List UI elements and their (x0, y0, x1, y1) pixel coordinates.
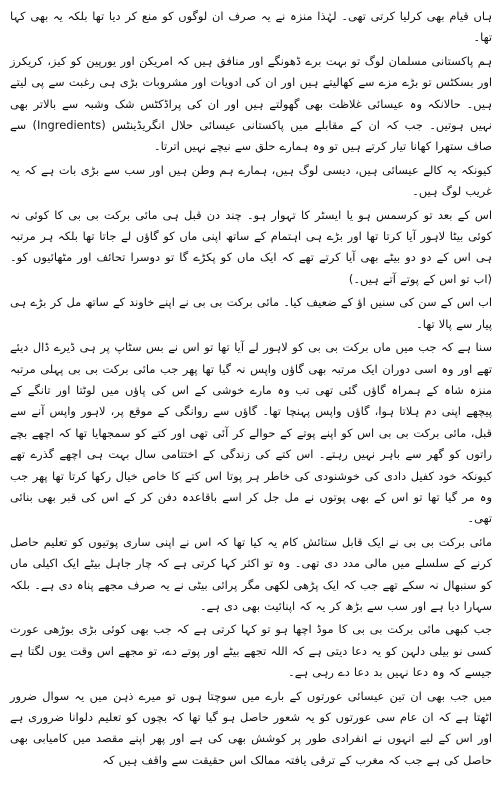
paragraph-7: مائی برکت بی بی نے ایک قابل ستائش کام یہ کیا تھا کہ اس نے اپنی ساری پوتیوں کو تعلیم حاصل کرنے کے سلسلے میں مالی مدد دی تھی۔ وہ تو اکثر کہا کرتی ہے کہ چار جاہل بیٹے ایک اکیلی ماں کو سنبھال نہ سکے تھے جب کہ ایک پڑھی لکھی مگر پرائی بیٹی نے یہ صرف مجھے پناہ دی ہے۔ بلکہ سہارا دیا ہے اور سب سے بڑھ کر یہ کہ اپنائیت بھی دی ہے۔ (10, 534, 492, 613)
paragraph-9: میں جب بھی ان تین عیسائی عورتوں کے بارے میں سوچتا ہوں تو میرے ذہن میں یہ سوال ضرور اٹھتا ہے کہ ان عام سی عورتوں کو یہ شعور حاصل ہو گیا تھا کہ بچوں کو تعلیم دلوانا ضروری ہے اور اس کے لیے انہوں نے انفرادی طور پر کوشش بھی کی ہے اور پھر اپنے مقصد میں کامیابی بھی حاصل کی ہے جب کہ مغرب کے ترقی یافتہ ممالک اس حقیقت سے واقف ہیں کہ (10, 688, 492, 767)
paragraph-1: ہاں قیام بھی کرلیا کرتی تھی۔ لہٰذا منزہ نے یہ صرف ان لوگوں کو منع کر دیا تھا بلکہ یہ بھی کہا تھا۔ (10, 9, 492, 45)
paragraph-5: اب اس کے سن کی سنیں اؤ کے ضعیف کیا۔ مائی برکت بی بی نے اپنے خاوند کے ساتھ مل کر بڑے ہی پیار سے پالا تھا۔ (10, 295, 492, 331)
paragraph-6: سنا ہے کہ جب میں ماں برکت بی بی کو لاہور لے آیا تھا تو اس نے بس سٹاپ پر ہی ڈیرے ڈال دیئے تھے اور وہ اسی دوران ایک مرتبہ بھی گاؤں واپس نہ گیا تھا پھر جب مائی برکت بی بی پہلی مرتبہ منزہ شاہ کے ہمراہ گاؤں گئی تھی تب وہ مارے خوشی کے اس کی پاؤں میں لوٹتا اور تانگے کے پیچھے اپنی دم ہلاتا ہوا، گاؤں واپس پہنچا تھا۔ گاؤں سے روانگی کے موقع پر، لاہور واپس آنے سے قبل، مائی برکت بی بی اس کو اپنے پوتے کے حوالے کر آئی تھی اور کتے کو سمجھایا تھا کہ اچھے بچے راتوں کو گھر سے باہر نہیں رہتے۔ اس کتے کی زندگی کے اختتامی سال بہت ہی اچھے گذرے تھے کیونکہ خود کفیل دادی کی خوشنودی کی خاطر ہر پوتا اس کتے کا خاص خیال رکھا کرتا تھا پھر جب وہ مر گیا تھا تو اس کے بھی پوتوں نے مل جل کر اسے باقاعدہ دفن کر کے اس کی قبر بھی بنائی تھی۔ (10, 340, 492, 526)
paragraph-2: ہم پاکستانی مسلمان لوگ تو بہت برے ڈھونگے اور منافق ہیں کہ امریکن اور یورپین کو کیز، کریکرز اور بسکٹس تو بڑے مزے سے کھالیتے ہیں اور ان کی ادویات اور مشروبات بڑی ہی رغبت سے پی لیتے ہیں۔ حالانکہ وہ عیسائی غلاظت بھی گھولتے ہیں اور ان کی پراڈکٹس شک وشبہ سے بالاتر بھی نہیں ہوتیں۔ جب کہ ان کے مقابلے میں پاکستانی عیسائی حلال انگریڈینٹس (Ingredients) سے صاف ستھرا کھانا تیار کرتے ہیں تو وہ ہمارے حلق سے نیچے نہیں اترتا۔ (10, 53, 492, 154)
paragraph-3: کیونکہ یہ کالے عیسائی ہیں، دیسی لوگ ہیں، ہمارے ہم وطن ہیں اور سب سے بڑی بات ہے کہ یہ غریب لوگ ہیں۔ (10, 162, 492, 199)
paragraph-4: اس کے بعد تو کرسمس ہو یا ایسٹر کا تہوار ہو۔ چند دن قبل ہی مائی برکت بی بی کا کوئی نہ کوئی بیٹا لاہور آیا کرتا تھا اور بڑے ہی اہتمام کے ساتھ اپنی ماں کو گاؤں لے جاتا تھا بلکہ ہر مرتبہ ہی اس کے دو دو بیٹے بھی آیا کرتے تھے کہ ایک ماں کو پکڑے گا تو دوسرا تحائف اور مٹھائیوں کو۔ (اب تو اس کے پوتے آتے ہیں۔) (10, 207, 492, 286)
paragraph-8: جب کبھی مائی برکت بی بی کا موڈ اچھا ہو تو کہا کرتی ہے کہ جب بھی کوئی بڑی بوڑھی عورت کسی نو بیلی دلہن کو یہ دعا دیتی ہے کہ اللہ تجھے بیٹے اور پوتے دے، تو مجھے اس وقت یوں لگتا ہے جیسے کہ وہ دعا نہیں بد دعا دے رہی ہے۔ (10, 622, 492, 680)
